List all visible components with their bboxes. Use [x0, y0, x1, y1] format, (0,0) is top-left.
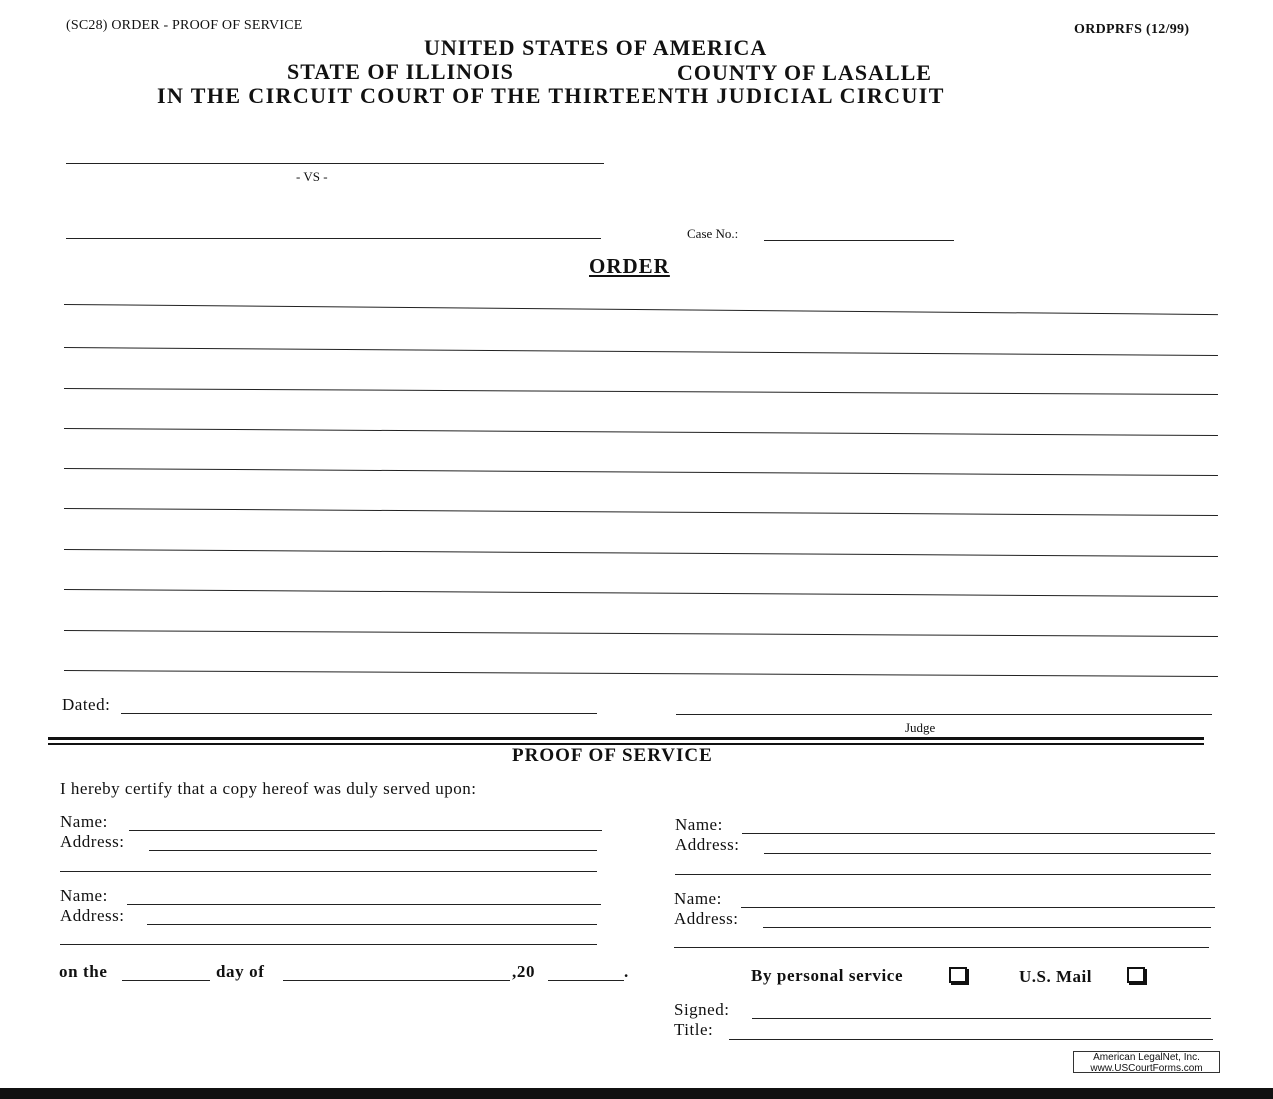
service-year-line[interactable] [548, 980, 624, 981]
address-line[interactable] [147, 924, 597, 925]
on-the-label: on the [59, 962, 108, 981]
address-label: Address: [60, 832, 125, 851]
address-label: Address: [60, 906, 125, 925]
order-line[interactable] [64, 304, 1218, 315]
name-label: Name: [675, 815, 723, 834]
address-line[interactable] [149, 850, 597, 851]
certify-text: I hereby certify that a copy hereof was duly served upon: [60, 779, 477, 798]
dated-label: Dated: [62, 695, 111, 714]
year-suffix: . [624, 962, 629, 981]
year-prefix: ,20 [512, 962, 536, 981]
name-label: Name: [60, 886, 108, 905]
order-line[interactable] [64, 508, 1218, 516]
form-title: (SC28) ORDER - PROOF OF SERVICE [66, 18, 303, 33]
order-line[interactable] [64, 468, 1218, 476]
service-day-line[interactable] [122, 980, 210, 981]
address-label: Address: [674, 909, 739, 928]
publisher-website: www.USCourtForms.com [1090, 1062, 1203, 1074]
name-line[interactable] [127, 904, 601, 905]
personal-service-checkbox[interactable] [949, 967, 967, 983]
case-no-line[interactable] [764, 240, 954, 241]
scan-edge-bar [0, 1088, 1273, 1099]
title-line[interactable] [729, 1039, 1213, 1040]
signed-label: Signed: [674, 1000, 730, 1019]
order-line[interactable] [64, 388, 1218, 395]
name-label: Name: [674, 889, 722, 908]
order-line[interactable] [64, 589, 1218, 597]
plaintiff-line[interactable] [66, 163, 604, 164]
publisher-stamp [1073, 1051, 1220, 1073]
vs-label: - VS - [296, 169, 328, 184]
order-line[interactable] [64, 670, 1218, 677]
judge-signature-line[interactable] [676, 714, 1212, 715]
order-line[interactable] [64, 549, 1218, 557]
publisher-name: American LegalNet, Inc. [1093, 1052, 1200, 1063]
case-no-label: Case No.: [687, 226, 739, 241]
address-line[interactable] [675, 874, 1211, 875]
name-line[interactable] [129, 830, 602, 831]
defendant-line[interactable] [66, 238, 601, 239]
order-line[interactable] [64, 428, 1218, 436]
address-label: Address: [675, 835, 740, 854]
name-label: Name: [60, 812, 108, 831]
country-heading: UNITED STATES OF AMERICA [424, 35, 768, 60]
judge-label: Judge [905, 720, 936, 735]
form-code: ORDPRFS (12/99) [1074, 22, 1190, 37]
us-mail-checkbox[interactable] [1127, 967, 1145, 983]
personal-service-label: By personal service [751, 966, 904, 985]
section-divider [48, 737, 1204, 740]
name-line[interactable] [742, 833, 1215, 834]
state-heading: STATE OF ILLINOIS [287, 59, 514, 84]
us-mail-label: U.S. Mail [1019, 967, 1092, 986]
court-heading: IN THE CIRCUIT COURT OF THE THIRTEENTH JUDICIAL CIRCUIT [157, 83, 945, 108]
proof-heading: PROOF OF SERVICE [512, 745, 713, 766]
name-line[interactable] [741, 907, 1215, 908]
order-heading: ORDER [589, 254, 670, 278]
signed-line[interactable] [752, 1018, 1211, 1019]
order-line[interactable] [64, 347, 1218, 356]
county-heading: COUNTY OF LASALLE [677, 60, 932, 85]
address-line[interactable] [763, 927, 1211, 928]
address-line[interactable] [60, 871, 597, 872]
order-line[interactable] [64, 630, 1218, 637]
dated-line[interactable] [121, 713, 597, 714]
title-label: Title: [674, 1020, 714, 1039]
day-of-label: day of [216, 962, 265, 981]
address-line[interactable] [674, 947, 1209, 948]
service-month-line[interactable] [283, 980, 510, 981]
address-line[interactable] [60, 944, 597, 945]
address-line[interactable] [764, 853, 1211, 854]
